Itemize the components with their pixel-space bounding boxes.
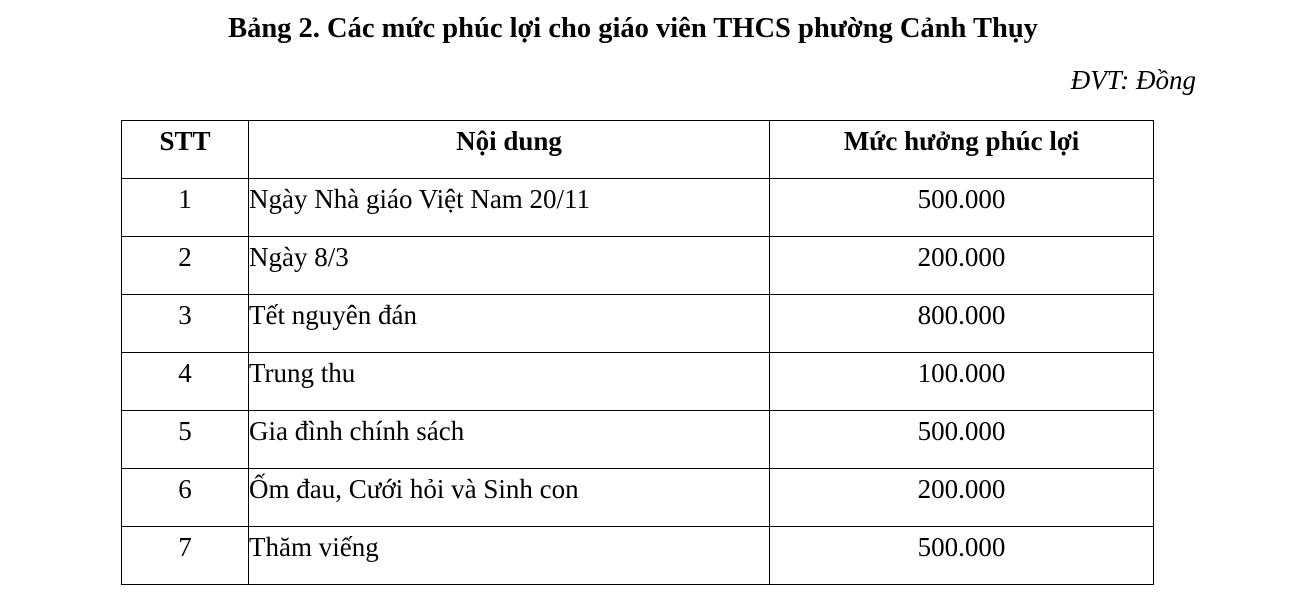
header-amount: Mức hưởng phúc lợi [770,121,1154,179]
table-row [122,237,1154,295]
row-amount: 800.000 [770,295,1154,353]
table-row [122,527,1154,585]
row-content: Ốm đau, Cưới hỏi và Sinh con [249,469,770,527]
unit-note: ĐVT: Đồng [1070,65,1196,95]
welfare-table [121,120,1154,585]
row-stt: 6 [122,469,249,527]
row-content: Ngày 8/3 [249,237,770,295]
table-row [122,353,1154,411]
row-stt: 4 [122,353,249,411]
table-row [122,411,1154,469]
table-row [122,469,1154,527]
row-amount: 500.000 [770,527,1154,585]
row-stt: 7 [122,527,249,585]
row-amount: 200.000 [770,469,1154,527]
table-title: Bảng 2. Các mức phúc lợi cho giáo viên THCS phường Cảnh Thụy [228,13,1038,44]
header-content: Nội dung [249,121,770,179]
row-content: Tết nguyên đán [249,295,770,353]
row-amount: 200.000 [770,237,1154,295]
header-stt: STT [122,121,249,179]
row-stt: 1 [122,179,249,237]
row-content: Thăm viếng [249,527,770,585]
row-content: Ngày Nhà giáo Việt Nam 20/11 [249,179,770,237]
row-stt: 5 [122,411,249,469]
row-content: Trung thu [249,353,770,411]
row-stt: 2 [122,237,249,295]
row-amount: 100.000 [770,353,1154,411]
table-header-row [122,121,1154,179]
row-amount: 500.000 [770,411,1154,469]
table-row [122,179,1154,237]
row-content: Gia đình chính sách [249,411,770,469]
row-stt: 3 [122,295,249,353]
row-amount: 500.000 [770,179,1154,237]
table-row [122,295,1154,353]
